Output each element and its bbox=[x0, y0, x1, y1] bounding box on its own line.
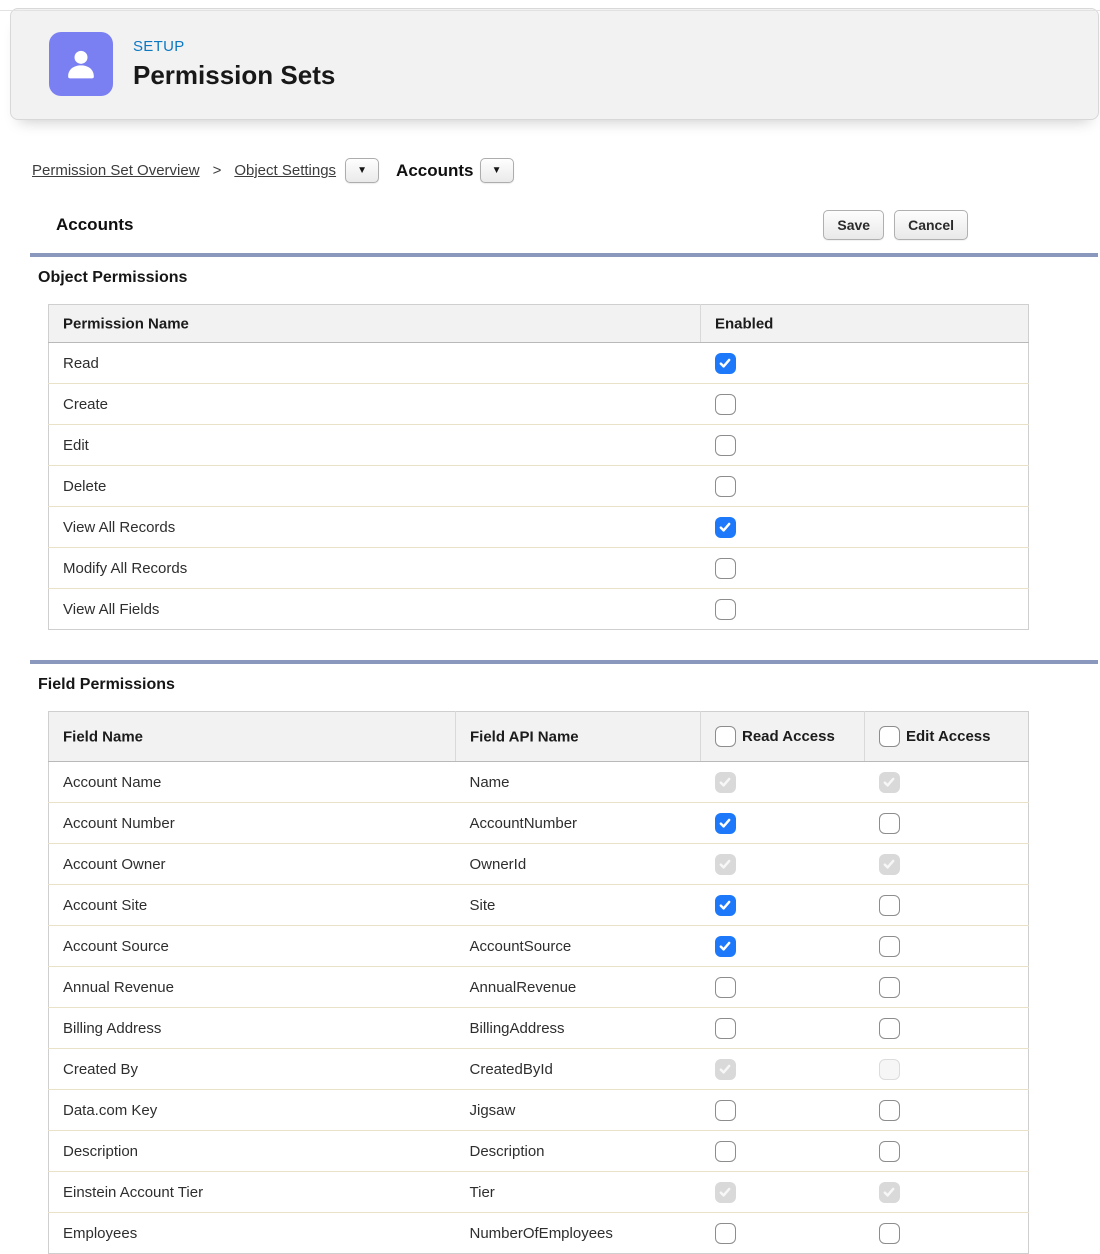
read-access-checkbox[interactable] bbox=[715, 1018, 736, 1039]
field-name-cell: Description bbox=[49, 1131, 456, 1172]
edit-access-checkbox[interactable] bbox=[879, 1223, 900, 1244]
enabled-cell bbox=[701, 507, 1029, 548]
col-edit-access: Edit Access bbox=[865, 712, 1029, 762]
setup-header-card bbox=[10, 8, 1099, 120]
field-permissions-table bbox=[48, 711, 1029, 1254]
field-name-cell: Billing Address bbox=[49, 1008, 456, 1049]
table-row bbox=[49, 548, 1029, 589]
permission-sets-icon bbox=[49, 32, 113, 96]
permission-name-cell: View All Records bbox=[49, 507, 701, 548]
edit-access-cell bbox=[865, 967, 1029, 1008]
read-access-checkbox[interactable] bbox=[715, 813, 736, 834]
field-name-cell: Employees bbox=[49, 1213, 456, 1254]
field-name-cell: Einstein Account Tier bbox=[49, 1172, 456, 1213]
table-row bbox=[49, 762, 1029, 803]
user-icon bbox=[61, 44, 101, 84]
object-permissions-heading: Object Permissions bbox=[38, 269, 188, 286]
read-access-cell bbox=[701, 1172, 865, 1213]
table-row bbox=[49, 1172, 1029, 1213]
section-divider bbox=[30, 253, 1098, 257]
enabled-cell bbox=[701, 466, 1029, 507]
enabled-cell bbox=[701, 425, 1029, 466]
enabled-checkbox[interactable] bbox=[715, 476, 736, 497]
read-access-checkbox bbox=[715, 1182, 736, 1203]
read-access-checkbox[interactable] bbox=[715, 977, 736, 998]
read-access-cell bbox=[701, 803, 865, 844]
enabled-cell bbox=[701, 343, 1029, 384]
table-row bbox=[49, 967, 1029, 1008]
permission-name-cell: Modify All Records bbox=[49, 548, 701, 589]
read-access-checkbox[interactable] bbox=[715, 1100, 736, 1121]
field-name-cell: Account Owner bbox=[49, 844, 456, 885]
read-access-checkbox bbox=[715, 1059, 736, 1080]
permission-name-cell: Edit bbox=[49, 425, 701, 466]
read-access-cell bbox=[701, 844, 865, 885]
read-access-cell bbox=[701, 762, 865, 803]
read-access-cell bbox=[701, 1049, 865, 1090]
page-title: Permission Sets bbox=[133, 59, 336, 90]
table-row bbox=[49, 1213, 1029, 1254]
enabled-checkbox[interactable] bbox=[715, 517, 736, 538]
edit-access-checkbox bbox=[879, 1182, 900, 1203]
table-row bbox=[49, 1131, 1029, 1172]
read-access-checkbox[interactable] bbox=[715, 1141, 736, 1162]
table-row bbox=[49, 844, 1029, 885]
read-access-checkbox bbox=[715, 854, 736, 875]
accounts-dropdown-button[interactable] bbox=[480, 158, 514, 183]
permission-name-cell: Read bbox=[63, 354, 99, 372]
edit-access-checkbox[interactable] bbox=[879, 977, 900, 998]
breadcrumb bbox=[32, 158, 1100, 183]
action-buttons bbox=[823, 210, 968, 240]
table-header-row bbox=[49, 305, 1029, 343]
edit-access-checkbox[interactable] bbox=[879, 936, 900, 957]
table-row bbox=[49, 343, 1029, 384]
field-api-name-cell: Description bbox=[456, 1131, 701, 1172]
edit-access-cell bbox=[865, 803, 1029, 844]
breadcrumb-object-settings[interactable]: Object Settings bbox=[234, 162, 337, 179]
field-api-name-cell: Jigsaw bbox=[456, 1090, 701, 1131]
field-api-name-cell: NumberOfEmployees bbox=[456, 1213, 701, 1254]
read-access-cell bbox=[701, 1008, 865, 1049]
edit-access-checkbox[interactable] bbox=[879, 1018, 900, 1039]
field-name-cell: Account Source bbox=[49, 926, 456, 967]
edit-access-cell bbox=[865, 885, 1029, 926]
table-row bbox=[49, 384, 1029, 425]
col-enabled: Enabled bbox=[701, 305, 1029, 343]
read-access-cell bbox=[701, 926, 865, 967]
edit-access-cell bbox=[865, 1008, 1029, 1049]
cancel-button[interactable]: Cancel bbox=[894, 210, 968, 240]
field-api-name-cell: AccountSource bbox=[456, 926, 701, 967]
read-access-checkbox[interactable] bbox=[715, 1223, 736, 1244]
edit-access-checkbox bbox=[879, 772, 900, 793]
chevron-down-icon: ▼ bbox=[491, 164, 502, 176]
permission-name-cell: Create bbox=[49, 384, 701, 425]
table-row bbox=[49, 926, 1029, 967]
col-field-api-name: Field API Name bbox=[456, 712, 701, 762]
field-name-cell: Data.com Key bbox=[49, 1090, 456, 1131]
object-settings-dropdown-button[interactable] bbox=[345, 158, 379, 183]
field-name-cell: Annual Revenue bbox=[49, 967, 456, 1008]
table-row bbox=[49, 885, 1029, 926]
edit-access-cell bbox=[865, 926, 1029, 967]
field-api-name-cell: AccountNumber bbox=[456, 803, 701, 844]
field-name-cell: Created By bbox=[49, 1049, 456, 1090]
edit-access-cell bbox=[865, 844, 1029, 885]
table-row bbox=[49, 803, 1029, 844]
field-name-cell: Account Number bbox=[49, 803, 456, 844]
field-name-cell: Account Site bbox=[49, 885, 456, 926]
field-api-name-cell: BillingAddress bbox=[456, 1008, 701, 1049]
edit-access-checkbox[interactable] bbox=[879, 813, 900, 834]
save-button[interactable]: Save bbox=[823, 210, 884, 240]
setup-header-text bbox=[133, 38, 335, 91]
table-row bbox=[49, 1008, 1029, 1049]
setup-eyebrow: SETUP bbox=[133, 37, 185, 55]
read-access-checkbox[interactable] bbox=[715, 936, 736, 957]
read-access-select-all-checkbox[interactable] bbox=[715, 726, 736, 747]
col-read-access: Read Access bbox=[701, 712, 865, 762]
edit-access-select-all-checkbox[interactable] bbox=[879, 726, 900, 747]
edit-access-cell bbox=[865, 1172, 1029, 1213]
enabled-checkbox[interactable] bbox=[715, 353, 736, 374]
table-row bbox=[49, 1049, 1029, 1090]
edit-access-cell bbox=[865, 1049, 1029, 1090]
edit-access-checkbox[interactable] bbox=[879, 895, 900, 916]
edit-access-cell bbox=[865, 762, 1029, 803]
breadcrumb-separator: > bbox=[212, 162, 222, 179]
table-row bbox=[49, 589, 1029, 630]
table-row bbox=[49, 1090, 1029, 1131]
permission-name-cell: Delete bbox=[49, 466, 701, 507]
read-access-cell bbox=[701, 1131, 865, 1172]
edit-access-checkbox bbox=[879, 854, 900, 875]
field-api-name-cell: Tier bbox=[456, 1172, 701, 1213]
chevron-down-icon: ▼ bbox=[357, 164, 367, 176]
breadcrumb-permission-set-overview[interactable]: Permission Set Overview bbox=[32, 162, 200, 179]
table-row bbox=[49, 425, 1029, 466]
col-permission-name: Permission Name bbox=[49, 305, 701, 343]
edit-access-cell bbox=[865, 1131, 1029, 1172]
enabled-cell bbox=[701, 589, 1029, 630]
table-row bbox=[49, 507, 1029, 548]
enabled-checkbox[interactable] bbox=[715, 394, 736, 415]
table-row bbox=[49, 466, 1029, 507]
read-access-cell bbox=[701, 967, 865, 1008]
page-top-border bbox=[0, 10, 1100, 11]
read-access-checkbox[interactable] bbox=[715, 895, 736, 916]
field-api-name-cell: AnnualRevenue bbox=[456, 967, 701, 1008]
enabled-checkbox[interactable] bbox=[715, 435, 736, 456]
enabled-cell bbox=[701, 384, 1029, 425]
field-name-cell: Account Name bbox=[63, 773, 162, 791]
object-title: Accounts bbox=[56, 215, 134, 234]
field-api-name-cell: CreatedById bbox=[456, 1049, 701, 1090]
edit-access-cell bbox=[865, 1213, 1029, 1254]
table-header-row bbox=[49, 712, 1029, 762]
edit-access-checkbox bbox=[879, 1059, 900, 1080]
title-row bbox=[56, 210, 968, 240]
enabled-checkbox[interactable] bbox=[715, 599, 736, 620]
object-permissions-table bbox=[48, 304, 1029, 630]
breadcrumb-current-accounts: Accounts bbox=[396, 160, 474, 180]
edit-access-checkbox[interactable] bbox=[879, 1141, 900, 1162]
field-permissions-heading: Field Permissions bbox=[38, 676, 175, 693]
read-access-cell bbox=[701, 885, 865, 926]
field-api-name-cell: OwnerId bbox=[456, 844, 701, 885]
read-access-cell bbox=[701, 1090, 865, 1131]
field-api-name-cell: Name bbox=[469, 773, 510, 791]
read-access-checkbox bbox=[715, 772, 736, 793]
edit-access-checkbox[interactable] bbox=[879, 1100, 900, 1121]
permission-name-cell: View All Fields bbox=[49, 589, 701, 630]
enabled-checkbox[interactable] bbox=[715, 558, 736, 579]
enabled-cell bbox=[701, 548, 1029, 589]
read-access-cell bbox=[701, 1213, 865, 1254]
col-field-name: Field Name bbox=[49, 712, 456, 762]
edit-access-cell bbox=[865, 1090, 1029, 1131]
section-divider bbox=[30, 660, 1098, 664]
field-api-name-cell: Site bbox=[456, 885, 701, 926]
